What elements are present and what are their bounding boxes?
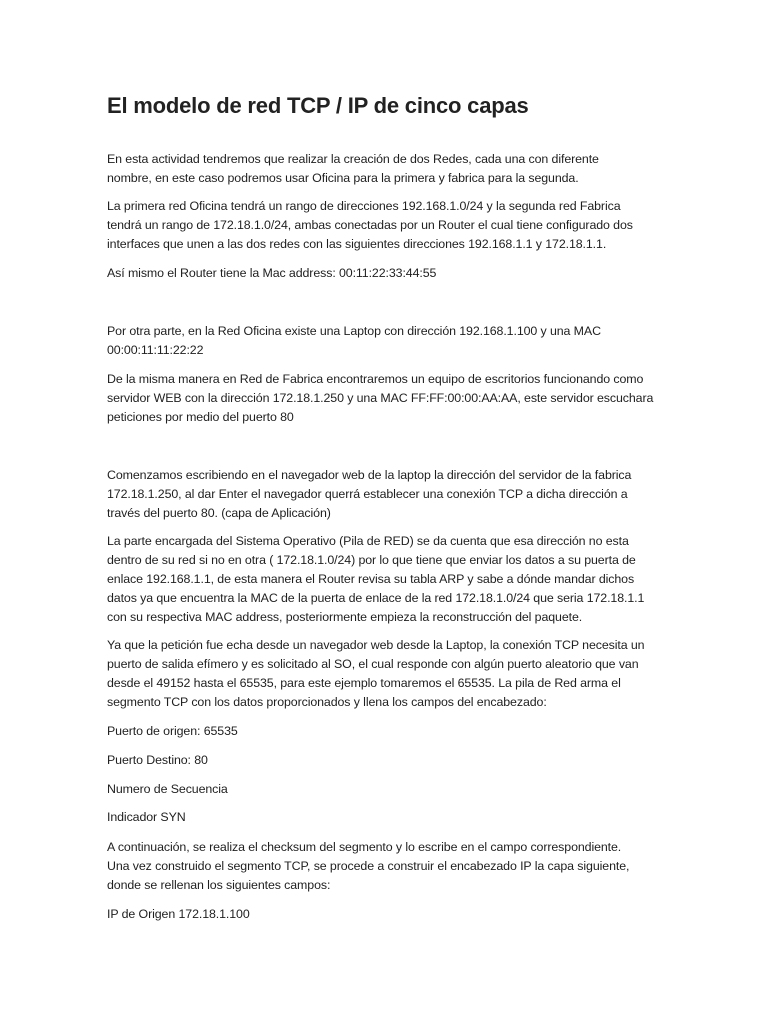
paragraph-networks: La primera red Oficina tendrá un rango de direcciones 192.168.1.0/24 y la segunda red Fabrica tendrá un rango de 172.18.1.0/24, ambas conectadas por un Router el cual tiene configurado dos interfaces que unen a las dos redes con las siguientes direcciones 192.168.1.1 y 172.18.1.1. [107, 199, 633, 251]
paragraph-checksum: A continuación, se realiza el checksum del segmento y lo escribe en el campo correspondiente. Una vez construido el segmento TCP, se procede a construir el encabezado IP la capa siguiente, donde se rellenan los siguientes campos: [107, 840, 630, 892]
paragraph-tcp-segment: Ya que la petición fue echa desde un navegador web desde la Laptop, la conexión TCP necesita un puerto de salida efímero y es solicitado al SO, el cual responde con algún puerto aleatorio que van desde el 49152 hasta el 65535, para este ejemplo tomaremos el 65535. La pila de Red arma el segmento TCP con los datos proporcionados y llena los campos del encabezado: [107, 638, 645, 709]
paragraph-laptop: Por otra parte, en la Red Oficina existe una Laptop con dirección 192.168.1.100 y una MAC 00:00:11:11:22:22 [107, 324, 601, 357]
paragraph-network-stack: La parte encargada del Sistema Operativo (Pila de RED) se da cuenta que esa dirección no esta dentro de su red si no en otra ( 172.18.1.0/24) por lo que tiene que enviar los datos a su puerta de enlace 192.168.1.1, de esta manera el Router revisa su tabla ARP y sabe a dónde mandar dichos datos ya que encuentra la MAC de la puerta de enlace de la red 172.18.1.0/24 que seria 172.18.1.1 con su respectiva MAC address, posteriormente empieza la reconstrucción del paquete. [107, 534, 645, 624]
paragraph-dest-port: Puerto Destino: 80 [107, 753, 208, 767]
paragraph-source-port: Puerto de origen: 65535 [107, 724, 238, 738]
paragraph-server: De la misma manera en Red de Fabrica encontraremos un equipo de escritorios funcionando como servidor WEB con la dirección 172.18.1.250 y una MAC FF:FF:00:00:AA:AA, este servidor escuchara peticiones por medio del puerto 80 [107, 372, 654, 424]
paragraph-source-ip: IP de Origen 172.18.1.100 [107, 907, 250, 921]
document-title: El modelo de red TCP / IP de cinco capas [107, 93, 529, 118]
paragraph-syn-flag: Indicador SYN [107, 810, 186, 824]
paragraph-browser: Comenzamos escribiendo en el navegador web de la laptop la dirección del servidor de la fabrica 172.18.1.250, al dar Enter el navegador querrá establecer una conexión TCP a dicha dirección a través del puerto 80. (capa de Aplicación) [107, 468, 632, 520]
paragraph-intro: En esta actividad tendremos que realizar la creación de dos Redes, cada una con diferente nombre, en este caso podremos usar Oficina para la primera y fabrica para la segunda. [107, 152, 599, 185]
paragraph-router-mac: Así mismo el Router tiene la Mac address: 00:11:22:33:44:55 [107, 266, 437, 280]
paragraph-sequence-number: Numero de Secuencia [107, 782, 228, 796]
